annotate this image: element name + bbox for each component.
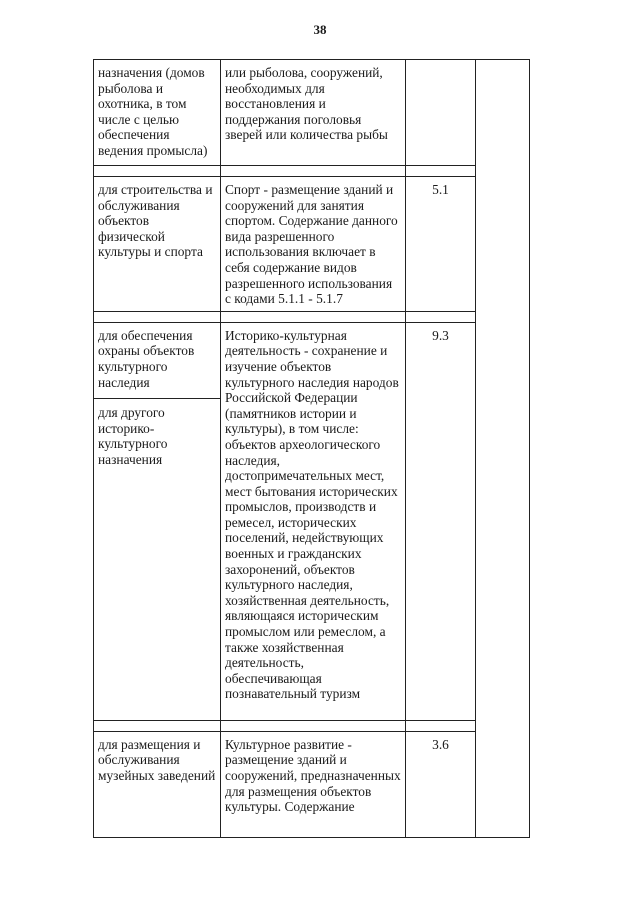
table-row	[94, 177, 530, 312]
row-spacer	[94, 166, 530, 177]
purpose-primary: для обеспечения охраны объектов культурного наследия	[98, 327, 195, 390]
code-cell: 5.1	[406, 177, 476, 312]
purpose-secondary: для другого историко-культурного назначения	[94, 398, 220, 467]
purpose-cell: назначения (домов рыболова и охотника, в том числе с целью обеспечения ведения промысла)	[94, 60, 221, 166]
table-row	[94, 731, 530, 837]
description-cell: Историко-культурная деятельность - сохранение и изучение объектов культурного наследия народов Российской Федерации (памятников истории и культуры), в том числе: объектов археологического наследия, достопримечательных мест, мест бытования исторических промыслов, производств и ремесел, исторических поселений, недействующих военных и гражданских захоронений, объектов культурного наследия, хозяйственная деятельность, являющаяся историческим промыслом или ремеслом, а также хозяйственная деятельность, обеспечивающая познавательный туризм	[221, 322, 406, 720]
code-cell: 9.3	[406, 322, 476, 720]
purpose-cell	[94, 322, 221, 720]
purpose-cell: для строительства и обслуживания объектов физической культуры и спорта	[94, 177, 221, 312]
row-spacer	[94, 311, 530, 322]
table-row	[94, 60, 530, 166]
description-cell: Культурное развитие - размещение зданий и сооружений, предназначенных для размещения объектов культуры. Содержание	[221, 731, 406, 837]
code-cell	[406, 60, 476, 166]
page-number: 38	[313, 22, 327, 37]
description-cell: Спорт - размещение зданий и сооружений для занятия спортом. Содержание данного вида разрешенного использования включает в себя содержание видов разрешенного использования с кодами 5.1.1 - 5.1.7	[221, 177, 406, 312]
code-cell: 3.6	[406, 731, 476, 837]
extra-cell	[476, 60, 530, 838]
description-cell: или рыболова, сооружений, необходимых для восстановления и поддержания поголовья зверей или количества рыбы	[221, 60, 406, 166]
purpose-cell: для размещения и обслуживания музейных заведений	[94, 731, 221, 837]
row-spacer	[94, 720, 530, 731]
table-row	[94, 322, 530, 720]
land-use-table	[93, 59, 530, 838]
